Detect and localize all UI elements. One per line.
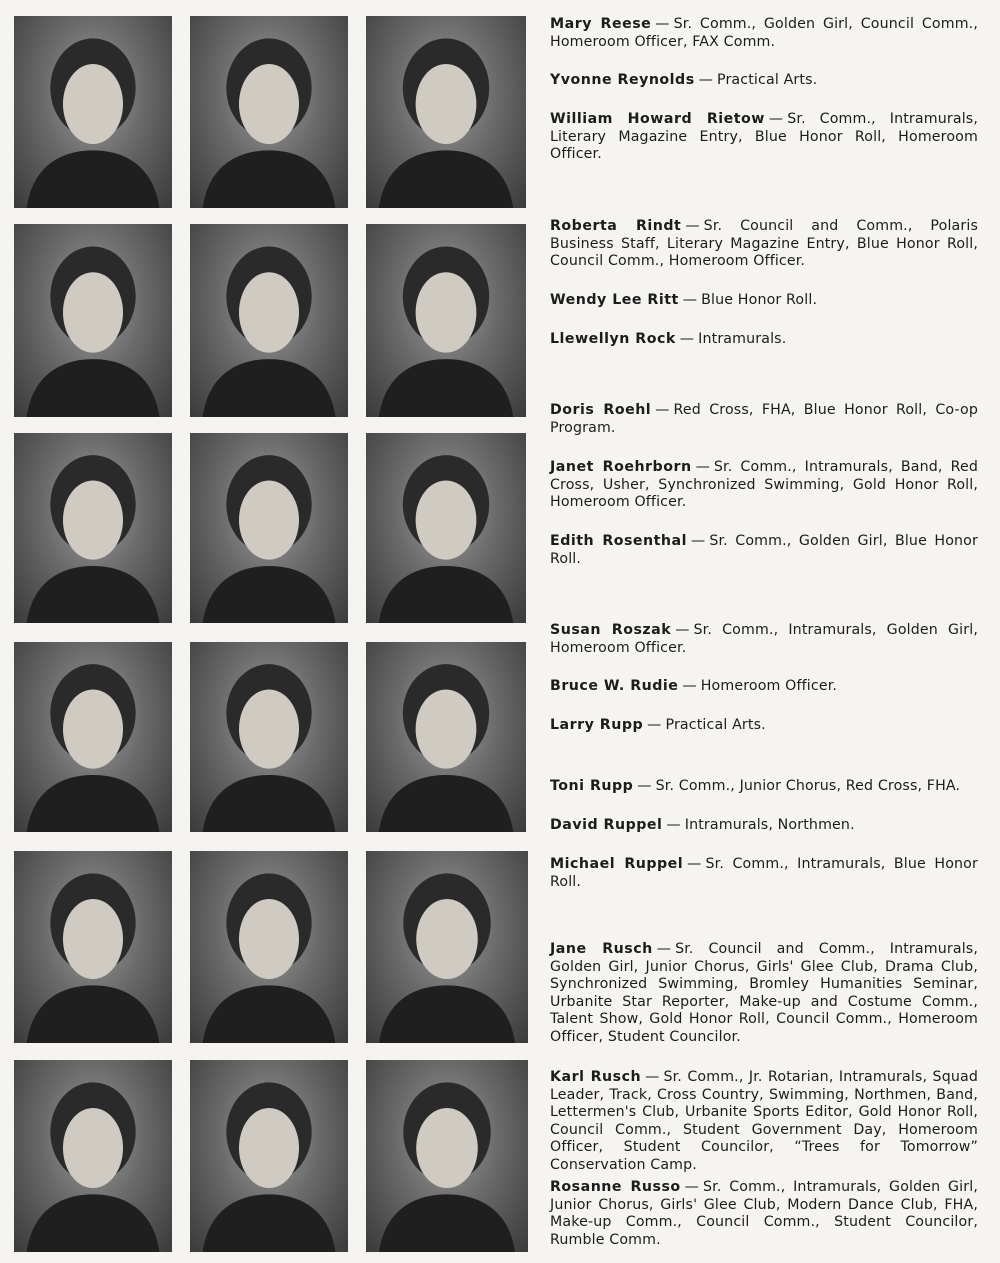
portrait-photo-toni-rupp xyxy=(14,851,172,1043)
portrait-photo-mary-reese xyxy=(14,16,172,208)
student-activities: Sr. Comm., Golden Girl, Council Comm., Homeroom Officer, FAX Comm. xyxy=(550,16,978,50)
student-name: Bruce W. Rudie xyxy=(550,678,679,694)
portrait-silhouette xyxy=(190,851,348,1043)
portrait-silhouette xyxy=(14,1060,172,1252)
student-activities: Sr. Comm., Intramurals, Golden Girl, Homeroom Officer. xyxy=(550,622,978,656)
portrait-photo-william-rietow xyxy=(366,16,526,208)
student-activities: Sr. Comm., Junior Chorus, Red Cross, FHA. xyxy=(655,778,961,794)
student-name: Doris Roehl xyxy=(550,402,652,418)
student-name: Yvonne Reynolds xyxy=(550,72,695,88)
student-entry: Yvonne Reynolds — Practical Arts. xyxy=(550,72,818,88)
portrait-silhouette xyxy=(14,433,172,623)
student-name: Roberta Rindt xyxy=(550,218,682,234)
student-entry: David Ruppel — Intramurals, Northmen. xyxy=(550,817,855,833)
student-activities: Sr. Council and Comm., Polaris Business Staff, Literary Magazine Entry, Blue Honor Roll, Council Comm., Homeroom Officer. xyxy=(550,218,978,270)
portrait-photo-larry-rupp xyxy=(366,642,526,832)
portrait-photo-edith-rosenthal xyxy=(366,433,526,623)
student-name: Susan Roszak xyxy=(550,622,672,638)
portrait-photo-llewellyn-rock xyxy=(366,224,526,417)
student-activities: Sr. Comm., Intramurals, Band, Red Cross, Usher, Synchronized Swimming, Gold Honor Roll, Homeroom Officer. xyxy=(550,459,978,511)
student-activities: Red Cross, FHA, Blue Honor Roll, Co-op Program. xyxy=(550,402,978,436)
student-entry: Wendy Lee Ritt — Blue Honor Roll. xyxy=(550,292,818,308)
student-entry: Roberta Rindt — Sr. Council and Comm., Polaris Business Staff, Literary Magazine Entry, Blue Honor Roll, Council Comm., Homeroom Officer. xyxy=(550,218,978,270)
student-entry: Doris Roehl — Red Cross, FHA, Blue Honor Roll, Co-op Program. xyxy=(550,402,978,436)
portrait-silhouette xyxy=(366,851,528,1043)
portrait-photo-janet-roehrborn xyxy=(190,433,348,623)
student-activities: Sr. Comm., Intramurals, Blue Honor Roll. xyxy=(550,856,978,890)
student-activities: Blue Honor Roll. xyxy=(701,292,818,308)
student-name: Jane Rusch xyxy=(550,941,653,957)
portrait-photo-david-ruppel xyxy=(190,851,348,1043)
student-entry: Larry Rupp — Practical Arts. xyxy=(550,717,766,733)
student-entry: Karl Rusch — Sr. Comm., Jr. Rotarian, Intramurals, Squad Leader, Track, Cross Country, Swimming, Northmen, Band, Lettermen's Club, Urbanite Sports Editor, Gold Honor Roll, Council Comm., Student Government Day, Homeroom Officer, Student Councilor, “Trees for Tomorrow” Conservation Camp. xyxy=(550,1069,978,1173)
student-entry: William Howard Rietow — Sr. Comm., Intramurals, Literary Magazine Entry, Blue Honor Roll, Homeroom Officer. xyxy=(550,111,978,163)
student-activities: Homeroom Officer. xyxy=(700,678,838,694)
portrait-silhouette xyxy=(190,16,348,208)
portrait-silhouette xyxy=(14,642,172,832)
portrait-silhouette xyxy=(190,224,348,417)
portrait-silhouette xyxy=(190,1060,348,1252)
student-activities: Practical Arts. xyxy=(665,717,766,733)
student-name: Mary Reese xyxy=(550,16,652,32)
student-entry: Llewellyn Rock — Intramurals. xyxy=(550,331,787,347)
portrait-silhouette xyxy=(14,16,172,208)
student-activities: Intramurals, Northmen. xyxy=(684,817,855,833)
portrait-silhouette xyxy=(366,1060,528,1252)
student-activities: Sr. Comm., Jr. Rotarian, Intramurals, Squad Leader, Track, Cross Country, Swimming, Northmen, Band, Lettermen's Club, Urbanite Sports Editor, Gold Honor Roll, Council Comm., Student Government Day, Homeroom Officer, Student Councilor, “Trees for Tomorrow” Conservation Camp. xyxy=(550,1069,978,1173)
portrait-photo-doris-roehl xyxy=(14,433,172,623)
student-name: Larry Rupp xyxy=(550,717,644,733)
portrait-silhouette xyxy=(366,433,526,623)
portrait-photo-susan-roszak xyxy=(14,642,172,832)
student-entry: Janet Roehrborn — Sr. Comm., Intramurals, Band, Red Cross, Usher, Synchronized Swimming, Gold Honor Roll, Homeroom Officer. xyxy=(550,459,978,511)
student-name: Janet Roehrborn xyxy=(550,459,692,475)
student-name: Toni Rupp xyxy=(550,778,634,794)
student-entry: Jane Rusch — Sr. Council and Comm., Intramurals, Golden Girl, Junior Chorus, Girls' Glee Club, Drama Club, Synchronized Swimming, Bromley Humanities Seminar, Urbanite Star Reporter, Make-up and Costume Comm., Talent Show, Gold Honor Roll, Council Comm., Homeroom Officer, Student Councilor. xyxy=(550,941,978,1045)
portrait-silhouette xyxy=(14,851,172,1043)
student-entry: Rosanne Russo — Sr. Comm., Intramurals, Golden Girl, Junior Chorus, Girls' Glee Club, Modern Dance Club, FHA, Make-up Comm., Council Comm., Student Councilor, Rumble Comm. xyxy=(550,1179,978,1248)
portrait-silhouette xyxy=(190,433,348,623)
portrait-photo-rosanne-russo xyxy=(366,1060,528,1252)
portrait-photo-michael-ruppel xyxy=(366,851,528,1043)
student-entry: Edith Rosenthal — Sr. Comm., Golden Girl, Blue Honor Roll. xyxy=(550,533,978,567)
student-activities: Intramurals. xyxy=(698,331,787,347)
student-entry: Toni Rupp — Sr. Comm., Junior Chorus, Red Cross, FHA. xyxy=(550,778,961,794)
student-name: Karl Rusch xyxy=(550,1069,642,1085)
portrait-silhouette xyxy=(366,642,526,832)
student-entry: Susan Roszak — Sr. Comm., Intramurals, Golden Girl, Homeroom Officer. xyxy=(550,622,978,656)
student-activities: Sr. Comm., Intramurals, Literary Magazine Entry, Blue Honor Roll, Homeroom Officer. xyxy=(550,111,978,163)
student-name: Wendy Lee Ritt xyxy=(550,292,679,308)
student-activities: Sr. Comm., Golden Girl, Blue Honor Roll. xyxy=(550,533,978,567)
student-entry: Mary Reese — Sr. Comm., Golden Girl, Council Comm., Homeroom Officer, FAX Comm. xyxy=(550,16,978,50)
student-name: William Howard Rietow xyxy=(550,111,765,127)
portrait-silhouette xyxy=(190,642,348,832)
portrait-silhouette xyxy=(366,16,526,208)
student-name: David Ruppel xyxy=(550,817,663,833)
portrait-photo-jane-rusch xyxy=(14,1060,172,1252)
student-name: Rosanne Russo xyxy=(550,1179,681,1195)
student-activities: Sr. Comm., Intramurals, Golden Girl, Junior Chorus, Girls' Glee Club, Modern Dance Club, FHA, Make-up Comm., Council Comm., Student Councilor, Rumble Comm. xyxy=(550,1179,978,1248)
student-entry: Michael Ruppel — Sr. Comm., Intramurals, Blue Honor Roll. xyxy=(550,856,978,890)
student-activities: Practical Arts. xyxy=(716,72,818,88)
student-name: Llewellyn Rock xyxy=(550,331,676,347)
portrait-silhouette xyxy=(366,224,526,417)
portrait-silhouette xyxy=(14,224,172,417)
portrait-photo-bruce-rudie xyxy=(190,642,348,832)
student-entry: Bruce W. Rudie — Homeroom Officer. xyxy=(550,678,838,694)
portrait-photo-wendy-ritt xyxy=(190,224,348,417)
portrait-photo-karl-rusch xyxy=(190,1060,348,1252)
portrait-photo-roberta-rindt xyxy=(14,224,172,417)
student-activities: Sr. Council and Comm., Intramurals, Golden Girl, Junior Chorus, Girls' Glee Club, Drama Club, Synchronized Swimming, Bromley Humanities Seminar, Urbanite Star Reporter, Make-up and Costume Comm., Talent Show, Gold Honor Roll, Council Comm., Homeroom Officer, Student Councilor. xyxy=(550,941,978,1045)
student-name: Michael Ruppel xyxy=(550,856,684,872)
student-name: Edith Rosenthal xyxy=(550,533,687,549)
portrait-photo-yvonne-reynolds xyxy=(190,16,348,208)
